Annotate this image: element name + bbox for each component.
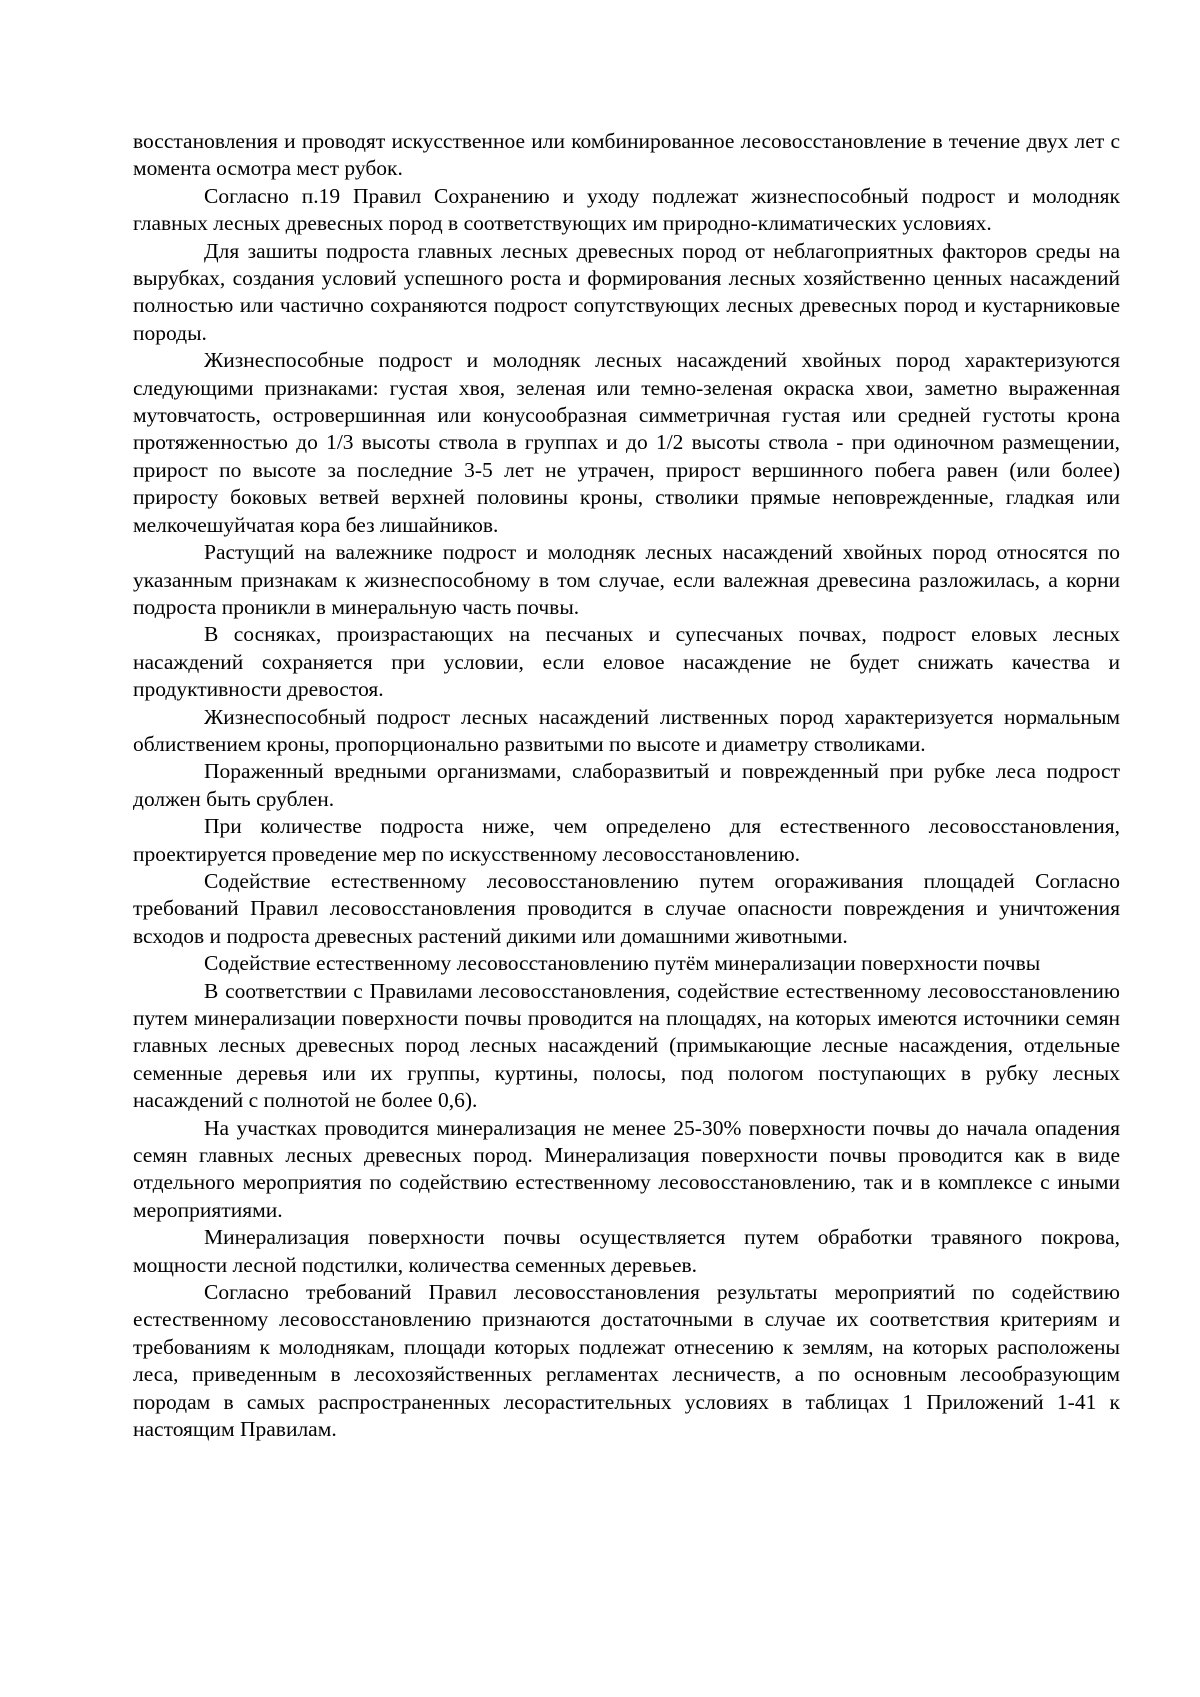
section-heading-mineralization: Содействие естественному лесовосстановлению путём минерализации поверхности почвы	[204, 951, 1041, 976]
paragraph-mineralization-share: На участках проводится минерализация не менее 25-30% поверхности почвы до начала опадения семян главных лесных древесных пород. Минерализация поверхности почвы проводится как в виде отдельного мероприятия по содействию естественному лесовосстановлению, так и в комплексе с иными мероприятиями.	[133, 1115, 1120, 1222]
paragraph-mineralization-method: Минерализация поверхности почвы осуществляется путем обработки травяного покрова, мощности лесной подстилки, количества семенных деревьев.	[133, 1225, 1120, 1277]
paragraph-mineralization-rules: В соответствии с Правилами лесовосстановления, содействие естественному лесовосстановлению путем минерализации поверхности почвы проводится на площадях, на которых имеются источники семян главных лесных древесных пород лесных насаждений (примыкающие лесные насаждения, отдельные семенные деревья или их группы, куртины, полосы, под пологом поступающих в рубку лесных насаждений с полнотой не более 0,6).	[133, 978, 1120, 1113]
paragraph-fencing: Содействие естественному лесовосстановлению путем огораживания площадей Согласно требований Правил лесовосстановления проводится в случае опасности повреждения и уничтожения всходов и подроста древесных растений дикими или домашними животными.	[133, 868, 1120, 948]
paragraph-pine-stands: В сосняках, произрастающих на песчаных и супесчаных почвах, подрост еловых лесных насаждений сохраняется при условии, если еловое насаждение не будет снижать качества и продуктивности древостоя.	[133, 622, 1120, 702]
paragraph-protection: Для зашиты подроста главных лесных древесных пород от неблагоприятных факторов среды на вырубках, создания условий успешного роста и формирования лесных хозяйственно ценных насаждений полностью или частично сохраняются подрост сопутствующих лесных древесных пород и кустарниковые породы.	[133, 238, 1120, 345]
paragraph-deciduous: Жизнеспособный подрост лесных насаждений лиственных пород характеризуется нормальным облиствением кроны, пропорционально развитыми по высоте и диаметру стволиками.	[133, 704, 1120, 756]
paragraph-rule-19: Согласно п.19 Правил Сохранению и уходу подлежат жизнеспособный подрост и молодняк главных лесных древесных пород в соответствующих им природно-климатических условиях.	[133, 183, 1120, 236]
paragraph-continuation: восстановления и проводят искусственное или комбинированное лесовосстановление в течение двух лет с момента осмотра мест рубок.	[133, 129, 1120, 181]
paragraph-damaged: Пораженный вредными организмами, слаборазвитый и поврежденный при рубке леса подрост должен быть срублен.	[133, 759, 1120, 811]
paragraph-artificial: При количестве подроста ниже, чем определено для естественного лесовосстановления, проектируется проведение мер по искусственному лесовосстановлению.	[133, 814, 1120, 866]
paragraph-deadwood: Растущий на валежнике подрост и молодняк лесных насаждений хвойных пород относятся по указанным признакам к жизнеспособному в том случае, если валежная древесина разложилась, а корни подроста проникли в минеральную часть почвы.	[133, 540, 1120, 619]
document-page	[133, 128, 1120, 1444]
paragraph-results: Согласно требований Правил лесовосстановления результаты мероприятий по содействию естественному лесовосстановлению признаются достаточными в случае их соответствия критериям и требованиям к молоднякам, площади которых подлежат отнесению к землям, на которых расположены леса, приведенным в лесохозяйственных регламентах лесничеств, а по основным лесообразующим породам в самых распространенных лесорастительных условиях в таблицах 1 Приложений 1-41 к настоящим Правилам.	[133, 1280, 1120, 1442]
paragraph-conifer-signs: Жизнеспособные подрост и молодняк лесных насаждений хвойных пород характеризуются следующими признаками: густая хвоя, зеленая или темно-зеленая окраска хвои, заметно выраженная мутовчатость, островершинная или конусообразная симметричная густая или средней густоты крона протяженностью до 1/3 высоты ствола в группах и до 1/2 высоты ствола - при одиночном размещении, прирост по высоте за последние 3-5 лет не утрачен, прирост вершинного побега равен (или более) приросту боковых ветвей верхней половины кроны, стволики прямые неповрежденные, гладкая или мелкочешуйчатая кора без лишайников.	[133, 348, 1120, 537]
